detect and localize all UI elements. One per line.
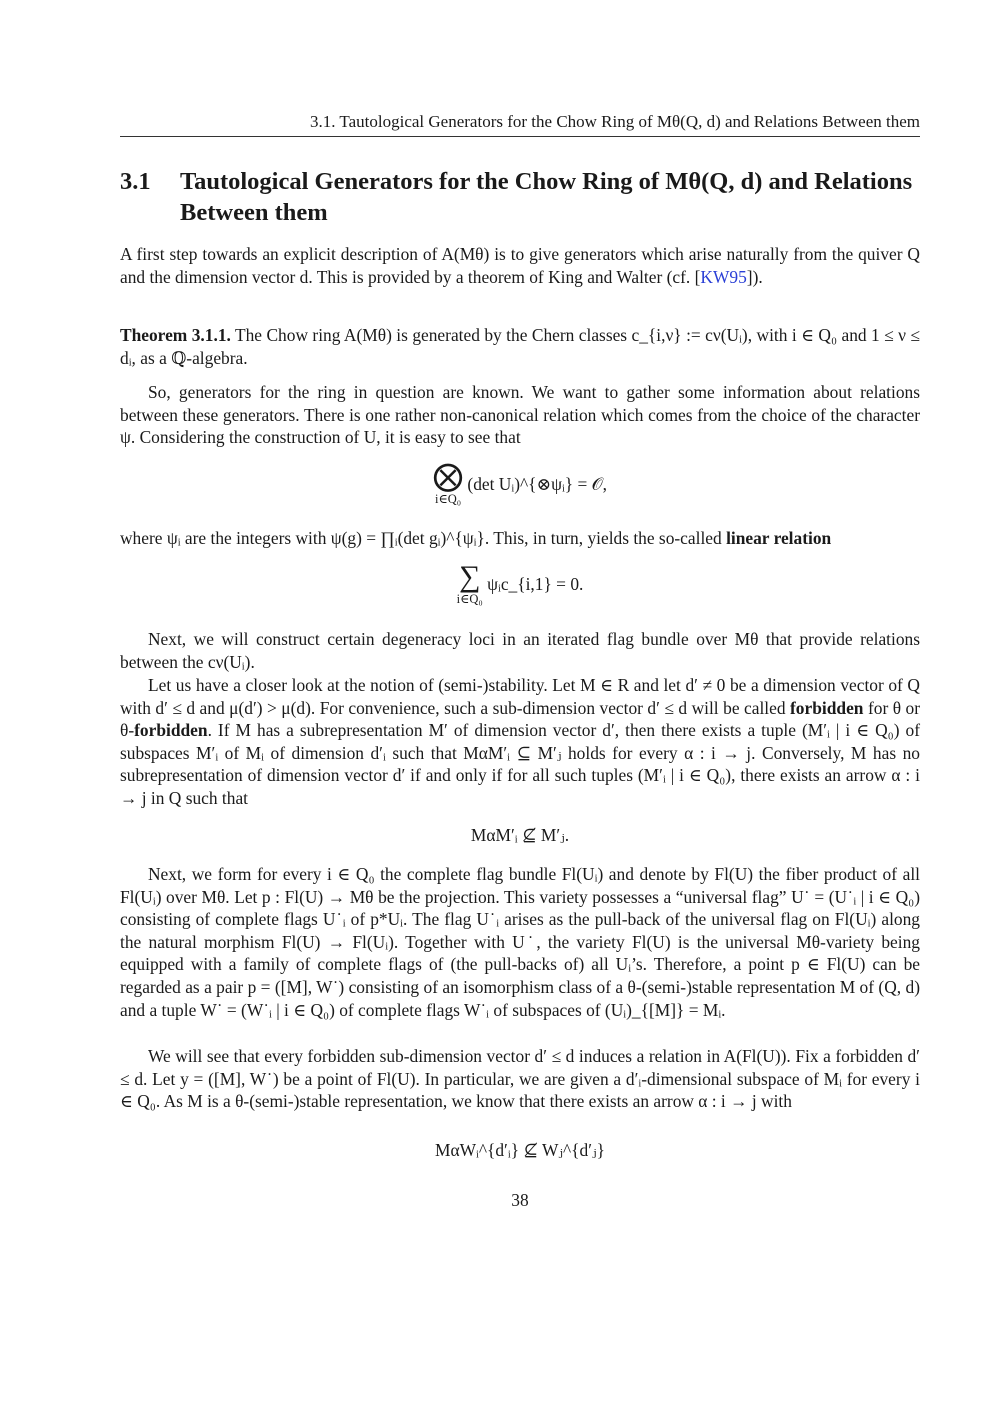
intro-text: A first step towards an explicit description of A(Mθ) is to give generators which arise naturally from the quiver Q and the dimension vector d. This is provided by a theorem of King and Walter (cf. [120, 244, 920, 287]
linear-relation-term: linear relation [726, 528, 832, 548]
paragraph-flag-bundle: Next, we form for every i ∈ Q₀ the complete flag bundle Fl(Uᵢ) and denote by Fl(U) the fiber product of all Fl(Uᵢ) over Mθ. Let p : Fl(U) → Mθ be the projection. This variety possesses a “universal flag” U˙ = (U˙ᵢ | i ∈ Q₀) consisting of complete flags U˙ᵢ of p*Uᵢ. The flag U˙ᵢ arises as the pull-back of the universal flag on Fl(Uᵢ) along the natural morphism Fl(U) → Fl(Uᵢ). Together with U˙, the variety Fl(U) is the universal Mθ-variety being equipped with a family of complete flags of (the pull-backs of) all Uᵢ’s. Therefore, a point p ∈ Fl(U) can be regarded as a pair p = ([M], W˙) consisting of an isomorphism class of a θ-(semi-)stable representation M of (Q, d) and a tuple W˙ = (W˙ᵢ | i ∈ Q₀) of complete flags W˙ᵢ of subspaces of (Uᵢ)_{[M]} = Mᵢ. [120, 864, 920, 1020]
sum-body: ψᵢc_{i,1} = 0. [487, 573, 584, 594]
citation-link[interactable]: KW95 [700, 266, 747, 287]
stability-text-a: Let us have a closer look at the notion of (semi-)stability. Let M ∈ R and let d′ ≠ 0 be a dimension vector of Q with d′ ≤ d and μ(d′) > μ(d). For convenience, such a sub-dimension vector d′ ≤ d will be called [120, 675, 920, 718]
running-head: 3.1. Tautological Generators for the Chow Ring of Mθ(Q, d) and Relations Between them [120, 112, 920, 137]
sum-operator: ∑ [458, 560, 481, 593]
section-number: 3.1 [120, 168, 151, 195]
equation-flag-condition: MαWᵢ^{d′ᵢ} ⊈ Wⱼ^{d′ⱼ} [435, 1140, 605, 1160]
sum-subscript: i∈Q₀ [456, 592, 483, 606]
section-title: Tautological Generators for the Chow Ring of Mθ(Q, d) and Relations Between them [180, 168, 913, 226]
theorem-text: The Chow ring A(Mθ) is generated by the Chern classes c_{i,ν} := cν(Uᵢ), with i ∈ Q₀ and 1 ≤ ν ≤ dᵢ, as a ℚ-algebra. [120, 325, 920, 368]
paragraph-forbidden-relation: We will see that every forbidden sub-dimension vector d′ ≤ d induces a relation in A(Fl(U)). Fix a forbidden d′ ≤ d. Let y = ([M], W˙) be a point of Fl(U). In particular, we are given a d′ᵢ-dimensional subspace of Mᵢ for every i ∈ Q₀. As M is a θ-(semi-)stable representation, we know that there exists an arrow α : i → j with [120, 1046, 920, 1112]
tensor-operator: ⨂ [433, 460, 464, 493]
intro-end: ). [752, 266, 763, 287]
paragraph-stability [120, 674, 920, 810]
paragraph-degeneracy: Next, we will construct certain degeneracy loci in an iterated flag bundle over Mθ that provide relations between the cν(Uᵢ). [120, 629, 920, 672]
tensor-body: (det Uᵢ)^{⊗ψᵢ} = 𝒪, [467, 473, 607, 494]
theorem [120, 324, 920, 369]
paragraph-generators: So, generators for the ring in question are known. We want to gather some information about relations between these generators. There is one rather non-canonical relation which comes from the choice of the character ψ. Considering the construction of U, it is easy to see that [120, 382, 920, 448]
equation-not-subset: MαM′ᵢ ⊈ M′ⱼ. [470, 825, 570, 845]
equation-sum [120, 562, 920, 606]
theta-forbidden-term: forbidden [134, 720, 208, 741]
tensor-subscript: i∈Q₀ [434, 492, 462, 506]
linear-relation-text: where ψᵢ are the integers with ψ(g) = ∏ᵢ(det gᵢ)^{ψᵢ}. This, in turn, yields the so-called [120, 528, 722, 548]
stability-text-c: . If M has a subrepresentation M′ of dimension vector d′, then there exists a tuple (M′ᵢ | i ∈ Q₀) of subspaces M′ᵢ of Mᵢ of dimension d′ᵢ such that MαM′ᵢ ⊆ M′ⱼ holds for every α : i → j. Conversely, M has no subrepresentation of dimension vector d′ if and only if for all such tuples (M′ᵢ | i ∈ Q₀), there exists an arrow α : i → j in Q such that [120, 720, 920, 808]
forbidden-term: forbidden [790, 697, 864, 718]
theorem-label: Theorem 3.1.1. [120, 325, 231, 345]
intro-paragraph: A first step towards an explicit description of A(Mθ) is to give generators which arise naturally from the quiver Q and the dimension vector d. This is provided by a theorem of King and Walter (cf. [KW95]). [120, 244, 920, 287]
stability-text-b: for θ or θ- [120, 697, 920, 741]
page-number: 38 [511, 1190, 529, 1210]
equation-tensor [120, 462, 920, 506]
section-heading [120, 166, 920, 228]
paragraph-linear-relation [120, 527, 920, 550]
